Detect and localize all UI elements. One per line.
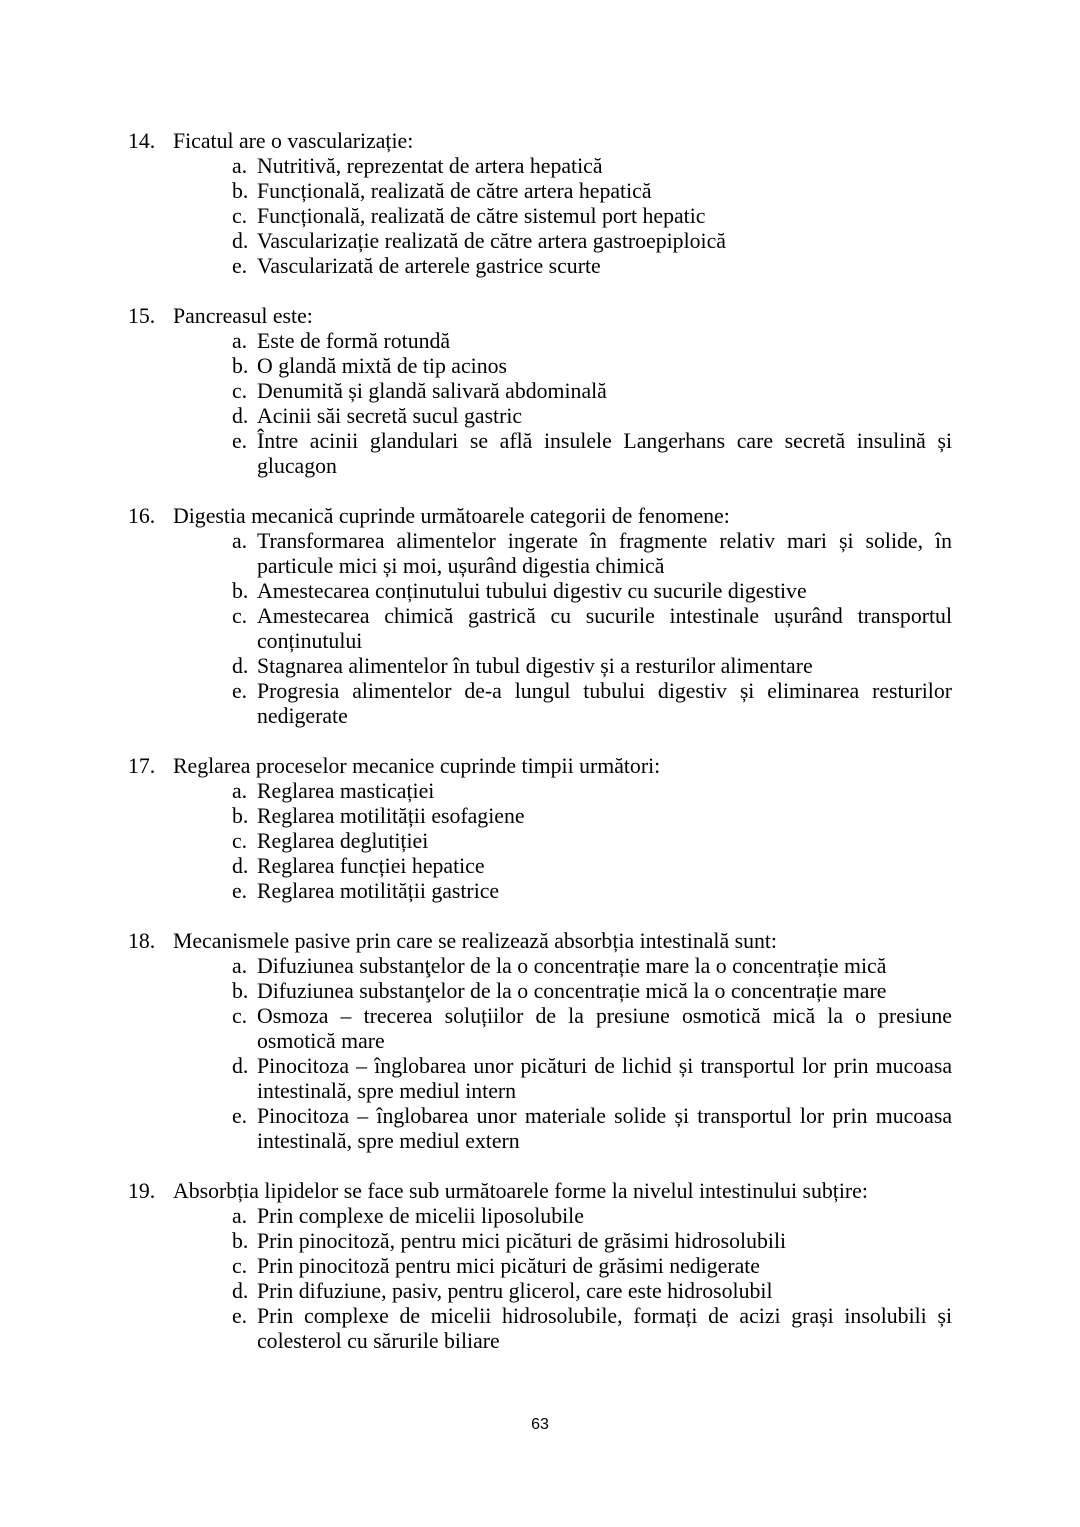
option-text: Reglarea motilității gastrice [257,879,500,903]
question-line [128,929,952,954]
question-text: Digestia mecanică cuprinde următoarele categorii de fenomene: [173,504,730,528]
question-number: 18. [128,929,156,953]
question-16 [128,504,952,729]
option-e [128,879,952,904]
option-a [128,154,952,179]
option-text: Acinii săi secretă sucul gastric [257,404,523,428]
option-b [128,804,952,829]
option-letter: d. [232,1054,249,1078]
question-number: 16. [128,504,156,528]
option-letter: b. [232,1229,249,1253]
option-text: Reglarea masticației [257,779,435,803]
option-c [128,204,952,229]
option-text: Pinocitoza – înglobarea unor picături de lichid și transportul lor prin mucoasa intestinală, spre mediul intern [257,1054,952,1103]
option-text: Pinocitoza – înglobarea unor materiale solide și transportul lor prin mucoasa intestinală, spre mediul extern [257,1104,952,1153]
option-letter: c. [232,379,248,403]
option-letter: b. [232,979,249,1003]
option-text: Vascularizată de arterele gastrice scurte [257,254,601,278]
option-letter: b. [232,579,249,603]
option-b [128,579,952,604]
option-text: Amestecarea chimică gastrică cu sucurile intestinale ușurând transportul conținutului [257,604,952,653]
option-c [128,604,952,654]
question-number: 14. [128,129,156,153]
question-text: Absorbția lipidelor se face sub următoarele forme la nivelul intestinului subțire: [173,1179,868,1203]
option-letter: d. [232,654,249,678]
option-text: Difuziunea substanţelor de la o concentrație mare la o concentrație mică [257,954,887,978]
question-text: Pancreasul este: [173,304,313,328]
question-text: Mecanismele pasive prin care se realizează absorbția intestinală sunt: [173,929,777,953]
option-text: Prin difuziune, pasiv, pentru glicerol, care este hidrosolubil [257,1279,773,1303]
option-letter: a. [232,329,248,353]
option-text: Reglarea motilității esofagiene [257,804,525,828]
option-e [128,1104,952,1154]
option-text: Denumită și glandă salivară abdominală [257,379,607,403]
option-a [128,1204,952,1229]
option-text: Prin complexe de micelii liposolubile [257,1204,584,1228]
question-14 [128,129,952,279]
option-e [128,1304,952,1354]
option-b [128,354,952,379]
option-c [128,829,952,854]
option-e [128,429,952,479]
option-text: Reglarea deglutiției [257,829,429,853]
option-letter: b. [232,179,249,203]
option-letter: d. [232,229,249,253]
option-text: Reglarea funcției hepatice [257,854,485,878]
option-d [128,229,952,254]
option-text: Între acinii glandulari se află insulele Langerhans care secretă insulină și glucagon [257,429,952,478]
option-c [128,379,952,404]
question-line [128,304,952,329]
option-d [128,854,952,879]
option-text: Transformarea alimentelor ingerate în fragmente relativ mari și solide, în particule mici și moi, ușurând digestia chimică [257,529,952,578]
option-d [128,404,952,429]
question-number: 17. [128,754,156,778]
option-letter: c. [232,604,248,628]
question-18 [128,929,952,1154]
question-15 [128,304,952,479]
question-text: Ficatul are o vascularizație: [173,129,414,153]
option-letter: c. [232,1004,248,1028]
option-text: Vascularizație realizată de către artera gastroepiploică [257,229,726,253]
option-letter: b. [232,354,249,378]
option-text: Prin pinocitoză, pentru mici picături de grăsimi hidrosolubili [257,1229,787,1253]
question-line [128,754,952,779]
option-c [128,1004,952,1054]
question-line [128,1179,952,1204]
option-letter: c. [232,829,248,853]
option-a [128,329,952,354]
option-e [128,679,952,729]
option-d [128,1054,952,1104]
option-letter: d. [232,854,249,878]
question-number: 15. [128,304,156,328]
question-17 [128,754,952,904]
option-letter: e. [232,1304,248,1328]
option-letter: e. [232,679,248,703]
option-text: Osmoza – trecerea soluțiilor de la presiune osmotică mică la o presiune osmotică mare [257,1004,952,1053]
option-b [128,979,952,1004]
option-b [128,1229,952,1254]
option-d [128,1279,952,1304]
option-letter: a. [232,154,248,178]
option-text: Progresia alimentelor de-a lungul tubului digestiv și eliminarea resturilor nedigerate [257,679,952,728]
option-text: Stagnarea alimentelor în tubul digestiv și a resturilor alimentare [257,654,813,678]
option-letter: e. [232,1104,248,1128]
option-a [128,954,952,979]
option-text: Funcțională, realizată de către sistemul port hepatic [257,204,706,228]
question-list [128,129,952,1354]
option-letter: a. [232,1204,248,1228]
option-letter: d. [232,404,249,428]
option-text: O glandă mixtă de tip acinos [257,354,507,378]
option-a [128,779,952,804]
option-letter: c. [232,1254,248,1278]
option-b [128,179,952,204]
option-c [128,1254,952,1279]
option-letter: a. [232,954,248,978]
option-letter: b. [232,804,249,828]
option-letter: c. [232,204,248,228]
option-text: Nutritivă, reprezentat de artera hepatică [257,154,603,178]
option-letter: d. [232,1279,249,1303]
option-text: Difuziunea substanţelor de la o concentrație mică la o concentrație mare [257,979,887,1003]
question-text: Reglarea proceselor mecanice cuprinde timpii următori: [173,754,661,778]
option-a [128,529,952,579]
option-letter: e. [232,254,248,278]
question-line [128,504,952,529]
option-letter: e. [232,879,248,903]
page-number: 63 [531,1416,549,1433]
option-d [128,654,952,679]
question-19 [128,1179,952,1354]
option-text: Este de formă rotundă [257,329,451,353]
question-line [128,129,952,154]
option-letter: a. [232,779,248,803]
option-letter: a. [232,529,248,553]
option-letter: e. [232,429,248,453]
option-e [128,254,952,279]
option-text: Amestecarea conținutului tubului digestiv cu sucurile digestive [257,579,807,603]
option-text: Prin complexe de micelii hidrosolubile, formați de acizi grași insolubili și colesterol cu sărurile biliare [257,1304,952,1353]
option-text: Funcțională, realizată de către artera hepatică [257,179,652,203]
question-number: 19. [128,1179,156,1203]
option-text: Prin pinocitoză pentru mici picături de grăsimi nedigerate [257,1254,760,1278]
